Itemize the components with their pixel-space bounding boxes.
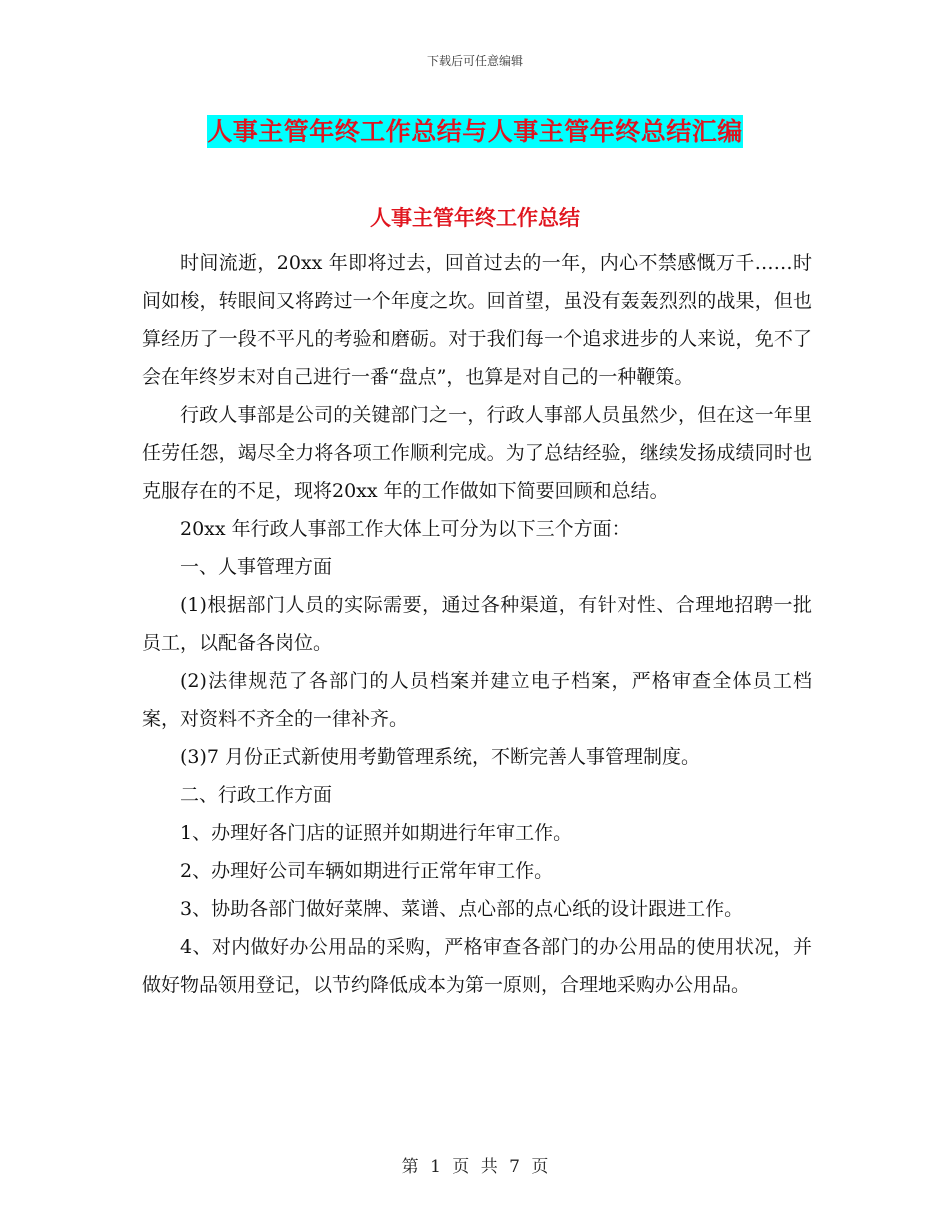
section-title: 人事主管年终工作总结	[370, 205, 580, 230]
page-number: 第 1 页 共 7 页	[401, 1157, 549, 1177]
document-body	[142, 244, 812, 1004]
list-item-admin-2: 2、办理好公司车辆如期进行正常年审工作。	[180, 860, 554, 882]
list-item-hr-1: (1)根据部门人员的实际需要，通过各种渠道，有针对性、合理地招聘一批员工，以配备各岗位。	[142, 594, 812, 654]
list-item-hr-2: (2)法律规范了各部门的人员档案并建立电子档案，严格审查全体员工档案，对资料不齐全的一律补齐。	[142, 670, 812, 730]
list-item-admin-1: 1、办理好各门店的证照并如期进行年审工作。	[180, 822, 573, 844]
header-note: 下载后可任意编辑	[426, 54, 523, 68]
document-title-text: 人事主管年终工作总结与人事主管年终总结汇编	[207, 117, 743, 146]
heading-hr-management: 一、人事管理方面	[180, 556, 333, 578]
paragraph-intro: 时间流逝，20xx 年即将过去，回首过去的一年，内心不禁感慨万千……时间如梭，转眼间又将跨过一个年度之坎。回首望，虽没有轰轰烈烈的战果，但也算经历了一段不平凡的考验和磨砺。对于我们每一个追求进步的人来说，免不了会在年终岁末对自己进行一番“盘点”，也算是对自己的一种鞭策。	[142, 252, 812, 388]
document-title	[0, 112, 950, 148]
paragraph-overview: 20xx 年行政人事部工作大体上可分为以下三个方面：	[180, 518, 631, 540]
list-item-admin-4: 4、对内做好办公用品的采购，严格审查各部门的办公用品的使用状况，并做好物品领用登记，以节约降低成本为第一原则，合理地采购办公用品。	[142, 936, 812, 996]
list-item-admin-3: 3、协助各部门做好菜牌、菜谱、点心部的点心纸的设计跟进工作。	[180, 898, 744, 920]
paragraph-department: 行政人事部是公司的关键部门之一，行政人事部人员虽然少，但在这一年里任劳任怨，竭尽全力将各项工作顺利完成。为了总结经验，继续发扬成绩同时也克服存在的不足，现将20xx 年的工作做如下简要回顾和总结。	[142, 404, 812, 502]
heading-admin-work: 二、行政工作方面	[180, 784, 333, 806]
list-item-hr-3: (3)7 月份正式新使用考勤管理系统，不断完善人事管理制度。	[180, 746, 701, 768]
